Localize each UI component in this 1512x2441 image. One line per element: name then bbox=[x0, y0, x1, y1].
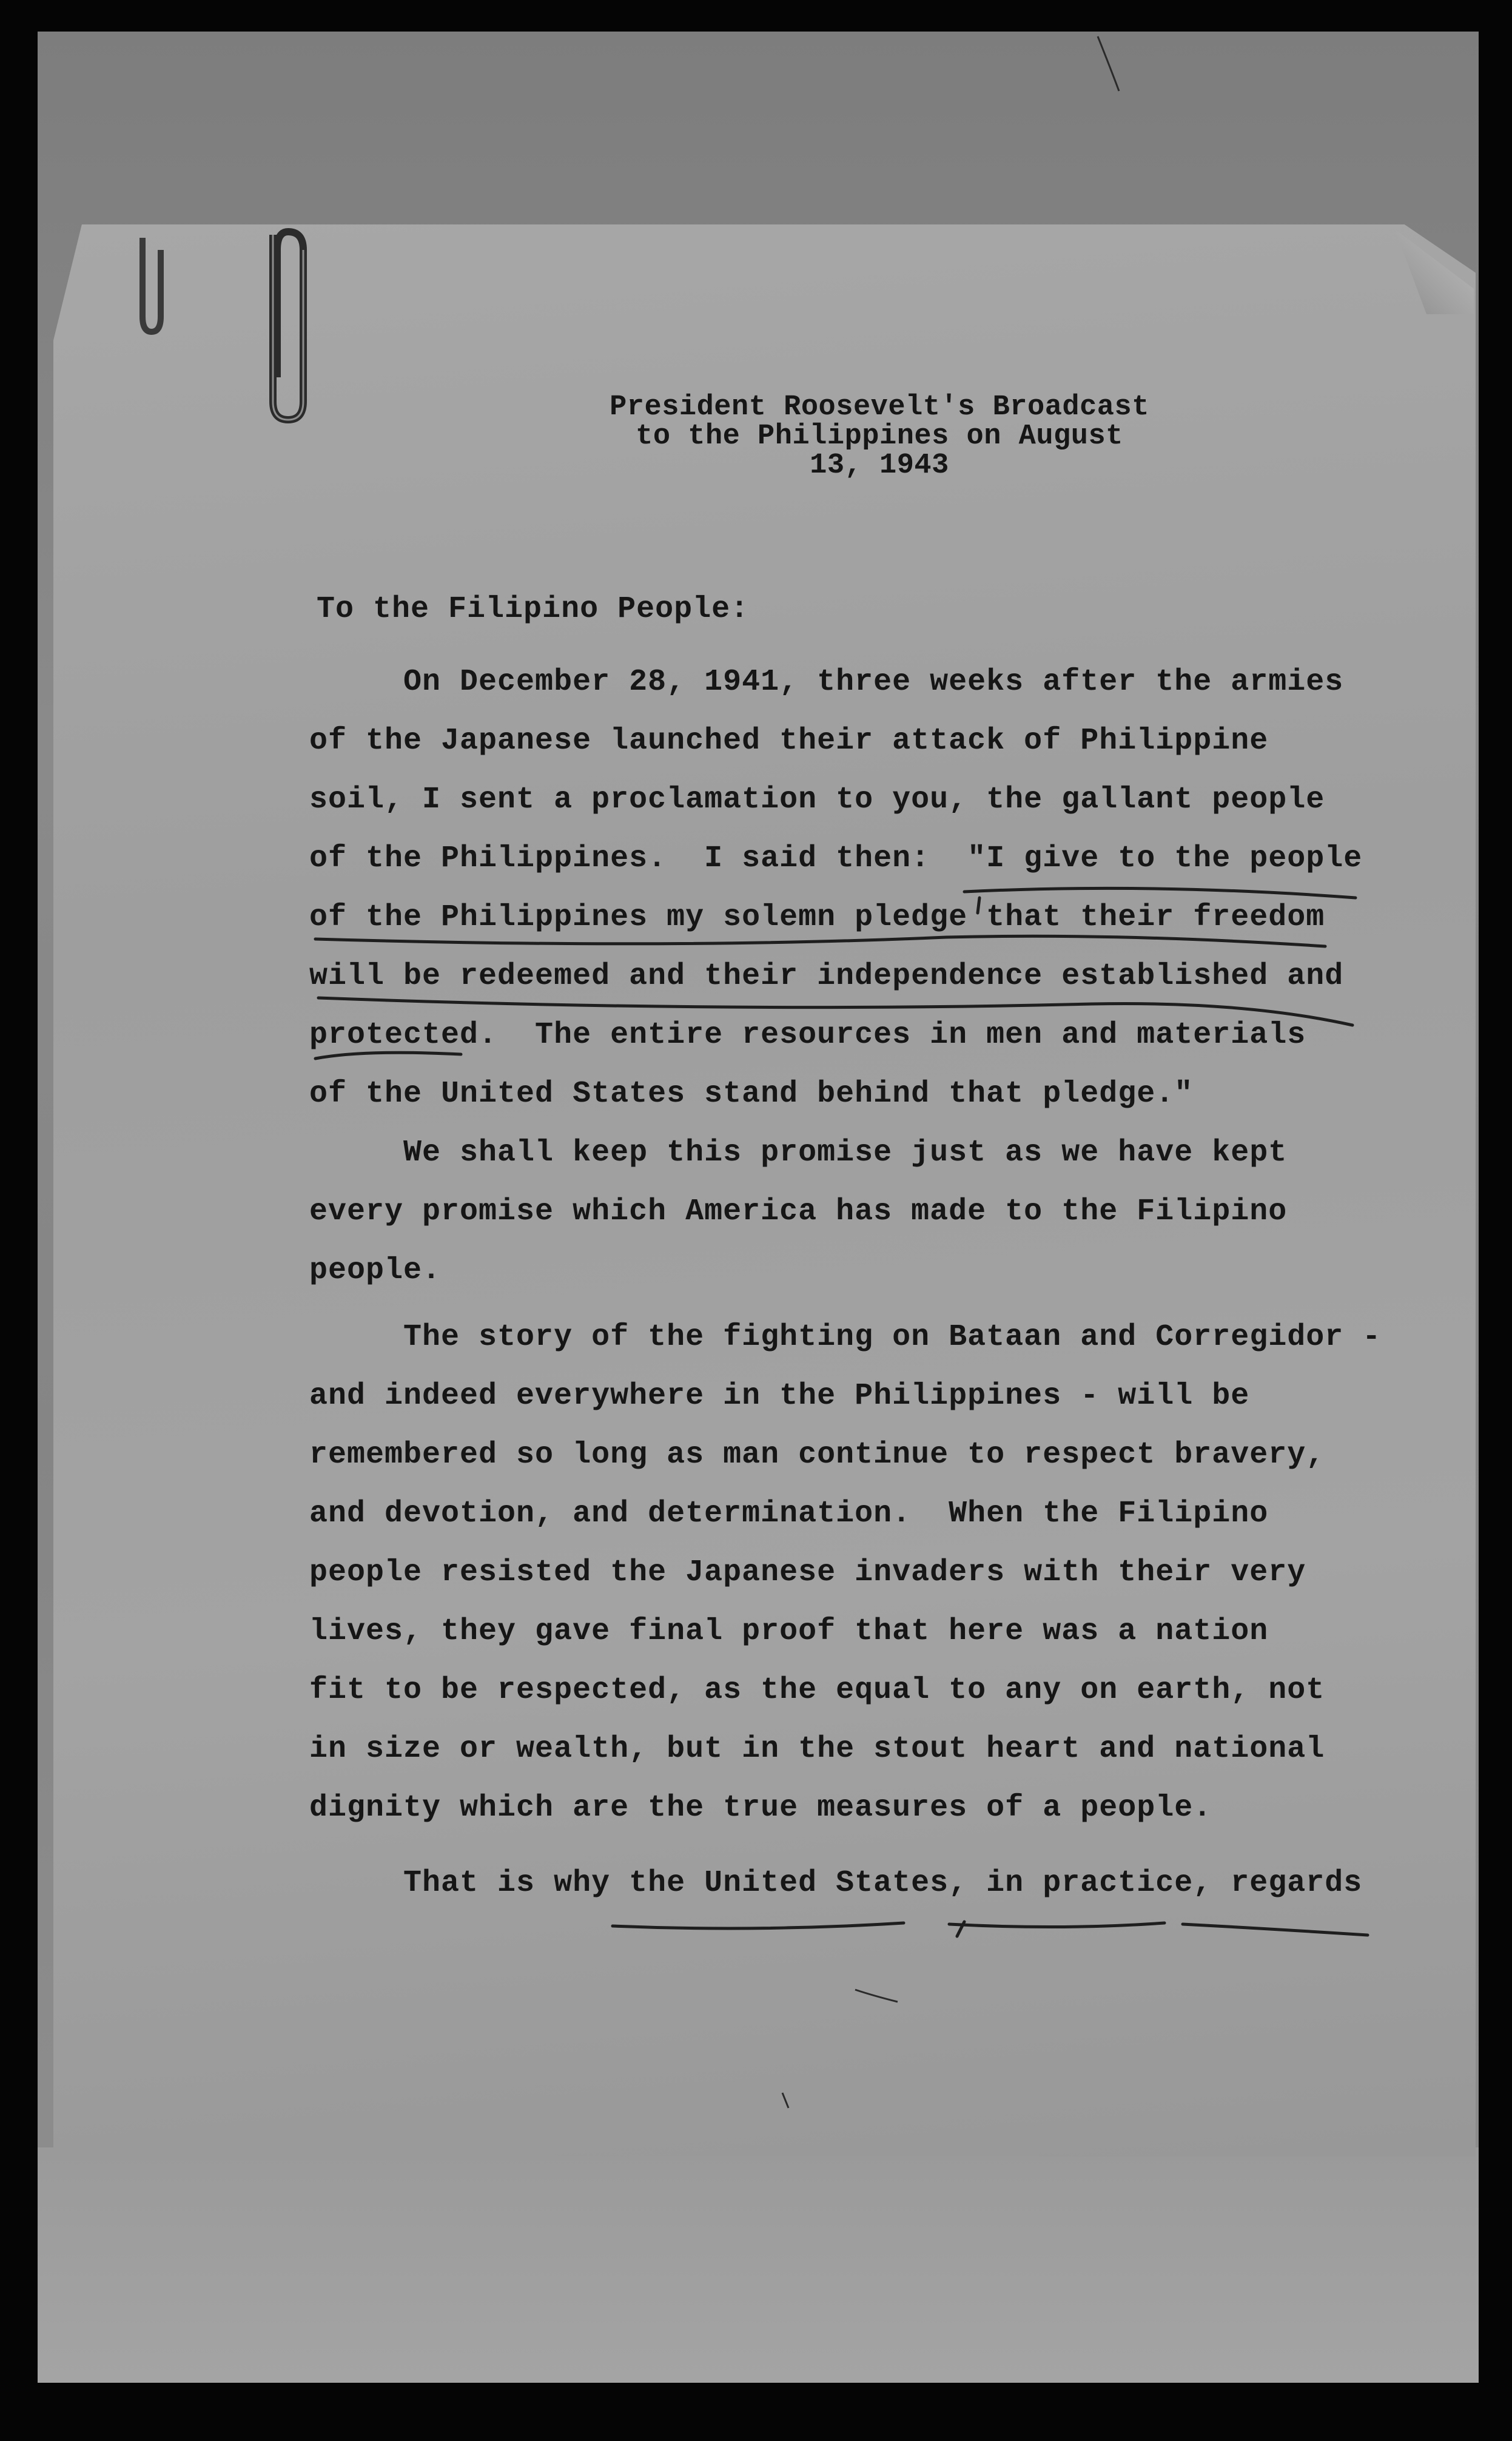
body-line: people. bbox=[309, 1253, 442, 1288]
title-line-1: President Roosevelt's Broadcast bbox=[610, 391, 1149, 423]
body-line: in size or wealth, but in the stout heart and national bbox=[309, 1732, 1325, 1766]
body-line: remembered so long as man continue to respect bravery, bbox=[309, 1438, 1325, 1472]
salutation: To the Filipino People: bbox=[317, 592, 750, 627]
body-line: of the Japanese launched their attack of Philippine bbox=[309, 724, 1269, 758]
body-line: soil, I sent a proclamation to you, the gallant people bbox=[309, 783, 1325, 817]
body-line: and devotion, and determination. When the Filipino bbox=[309, 1497, 1269, 1531]
body-line: will be redeemed and their independence established and bbox=[309, 959, 1344, 994]
body-line: protected. The entire resources in men and materials bbox=[309, 1018, 1306, 1052]
body-line: of the Philippines my solemn pledge that their freedom bbox=[309, 900, 1325, 935]
title-line-3: 13, 1943 bbox=[810, 449, 949, 482]
body-line: lives, they gave final proof that here was a nation bbox=[309, 1614, 1269, 1649]
body-line: We shall keep this promise just as we have kept bbox=[309, 1136, 1288, 1170]
body-line: every promise which America has made to the Filipino bbox=[309, 1194, 1288, 1229]
body-line: and indeed everywhere in the Philippines - will be bbox=[309, 1379, 1250, 1413]
body-line: dignity which are the true measures of a people. bbox=[309, 1791, 1212, 1825]
body-line: The story of the fighting on Bataan and Corregidor - bbox=[309, 1320, 1382, 1355]
body-line: That is why the United States, in practice, regards bbox=[309, 1866, 1363, 1901]
body-line: of the United States stand behind that pledge." bbox=[309, 1077, 1194, 1111]
body-line: fit to be respected, as the equal to any on earth, not bbox=[309, 1673, 1325, 1708]
body-line: of the Philippines. I said then: "I give to the people bbox=[309, 841, 1363, 876]
body-line: On December 28, 1941, three weeks after the armies bbox=[309, 665, 1344, 699]
body-line: people resisted the Japanese invaders with their very bbox=[309, 1555, 1306, 1590]
title-line-2: to the Philippines on August bbox=[636, 420, 1123, 453]
